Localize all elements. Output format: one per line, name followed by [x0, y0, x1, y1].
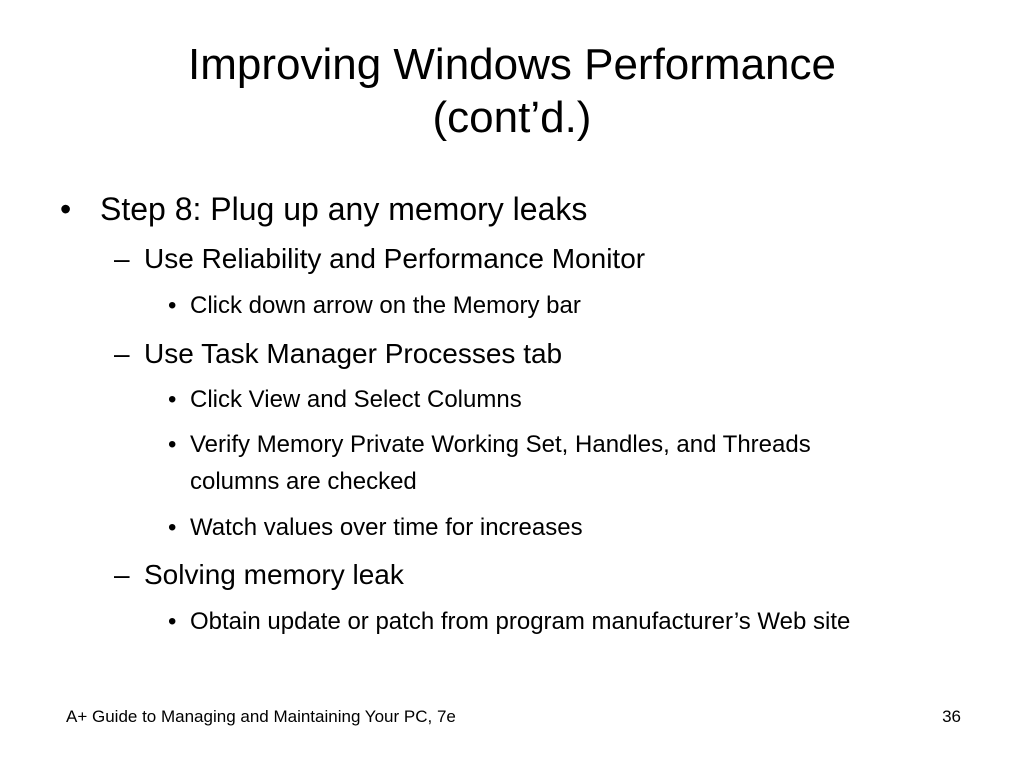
bullet-text: Obtain update or patch from program manufacturer’s Web site	[190, 608, 851, 635]
dash-marker: –	[114, 243, 130, 274]
bullet-text: Click down arrow on the Memory bar	[190, 292, 581, 319]
bullet-text: Verify Memory Private Working Set, Handles, and Threads columns are checked	[190, 431, 811, 495]
bullet-marker: •	[60, 191, 72, 227]
bullet-text: Use Task Manager Processes tab	[144, 338, 563, 369]
slide-title	[62, 38, 962, 144]
bullet-marker: •	[168, 431, 177, 458]
dash-marker: –	[114, 559, 130, 590]
slide-title-line-1: Improving Windows Performance	[187, 40, 836, 89]
bullet-marker: •	[168, 608, 177, 635]
bullet-text: Watch values over time for increases	[190, 514, 583, 541]
slide-title-line-2: (cont’d.)	[432, 93, 592, 142]
bullet-text: Solving memory leak	[144, 559, 404, 590]
bullet-text: Use Reliability and Performance Monitor	[144, 243, 646, 274]
bullet-marker: •	[168, 386, 177, 413]
dash-marker: –	[114, 338, 130, 369]
footer-book-title: A+ Guide to Managing and Maintaining Your PC, 7e	[66, 707, 456, 726]
bullet-marker: •	[168, 292, 177, 319]
bullet-text: Step 8: Plug up any memory leaks	[100, 191, 588, 227]
bullet-text: Click View and Select Columns	[190, 386, 522, 413]
slide-number: 36	[942, 707, 961, 726]
bullet-marker: •	[168, 514, 177, 541]
